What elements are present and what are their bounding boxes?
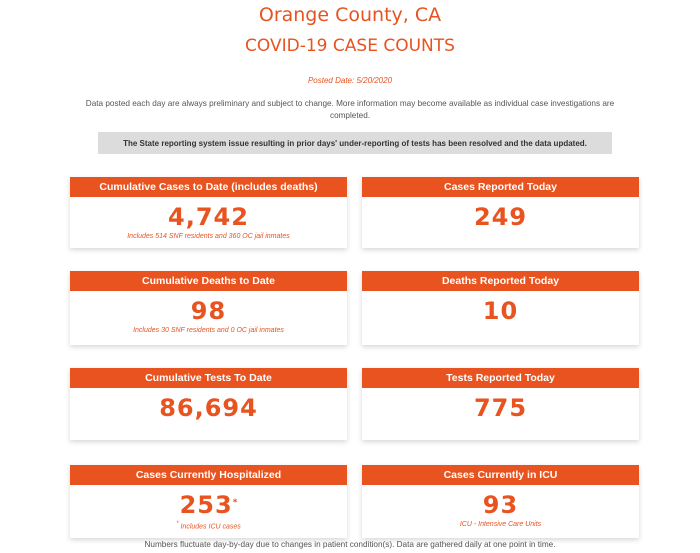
card-header: Cases Reported Today xyxy=(362,177,639,197)
card-note: Includes 30 SNF residents and 0 OC jail inmates xyxy=(133,327,284,334)
card-note: ICU - Intensive Care Units xyxy=(459,521,542,528)
card-icu xyxy=(362,465,639,538)
card-header: Cumulative Tests To Date xyxy=(70,368,347,388)
card-cases-today xyxy=(362,177,639,248)
card-value: 86,694 xyxy=(159,394,258,422)
notice-banner xyxy=(98,132,612,154)
card-value: 10 xyxy=(482,297,519,325)
card-header: Cases Currently Hospitalized xyxy=(70,465,347,485)
card-value: 249 xyxy=(473,203,528,231)
card-value: 4,742 xyxy=(168,203,249,231)
card-cumulative-cases xyxy=(70,177,347,248)
disclaimer-text: Data posted each day are always preliminary and subject to change. More information may become available as individual case investigations are completed. xyxy=(85,99,615,120)
card-header: Cumulative Cases to Date (includes deaths) xyxy=(70,177,347,197)
page-subtitle: COVID-19 CASE COUNTS xyxy=(245,36,455,56)
card-value xyxy=(70,485,347,519)
card-cumulative-deaths xyxy=(70,271,347,345)
note-asterisk: * xyxy=(176,521,179,527)
card-tests-today xyxy=(362,368,639,440)
card-header: Cases Currently in ICU xyxy=(362,465,639,485)
card-value: 93 xyxy=(482,491,519,519)
card-value: 775 xyxy=(473,394,528,422)
posted-date: Posted Date: 5/20/2020 xyxy=(307,76,393,85)
card-header: Tests Reported Today xyxy=(362,368,639,388)
asterisk-marker: * xyxy=(232,498,238,508)
footer-note: Numbers fluctuate day-by-day due to changes in patient condition(s). Data are gathered daily at one point in time. xyxy=(144,540,556,549)
card-value-number: 253 xyxy=(179,491,233,519)
card-value: 98 xyxy=(190,297,227,325)
card-header: Deaths Reported Today xyxy=(362,271,639,291)
card-note xyxy=(70,521,347,530)
page-title: Orange County, CA xyxy=(258,4,442,26)
card-deaths-today xyxy=(362,271,639,345)
card-note: Includes 514 SNF residents and 360 OC jail inmates xyxy=(127,233,290,240)
card-note-text: Includes ICU cases xyxy=(180,523,241,531)
notice-text: The State reporting system issue resulting in prior days' under-reporting of tests has been resolved and the data updated. xyxy=(123,138,587,148)
card-hospitalized xyxy=(70,465,347,538)
card-header: Cumulative Deaths to Date xyxy=(70,271,347,291)
card-cumulative-tests xyxy=(70,368,347,440)
